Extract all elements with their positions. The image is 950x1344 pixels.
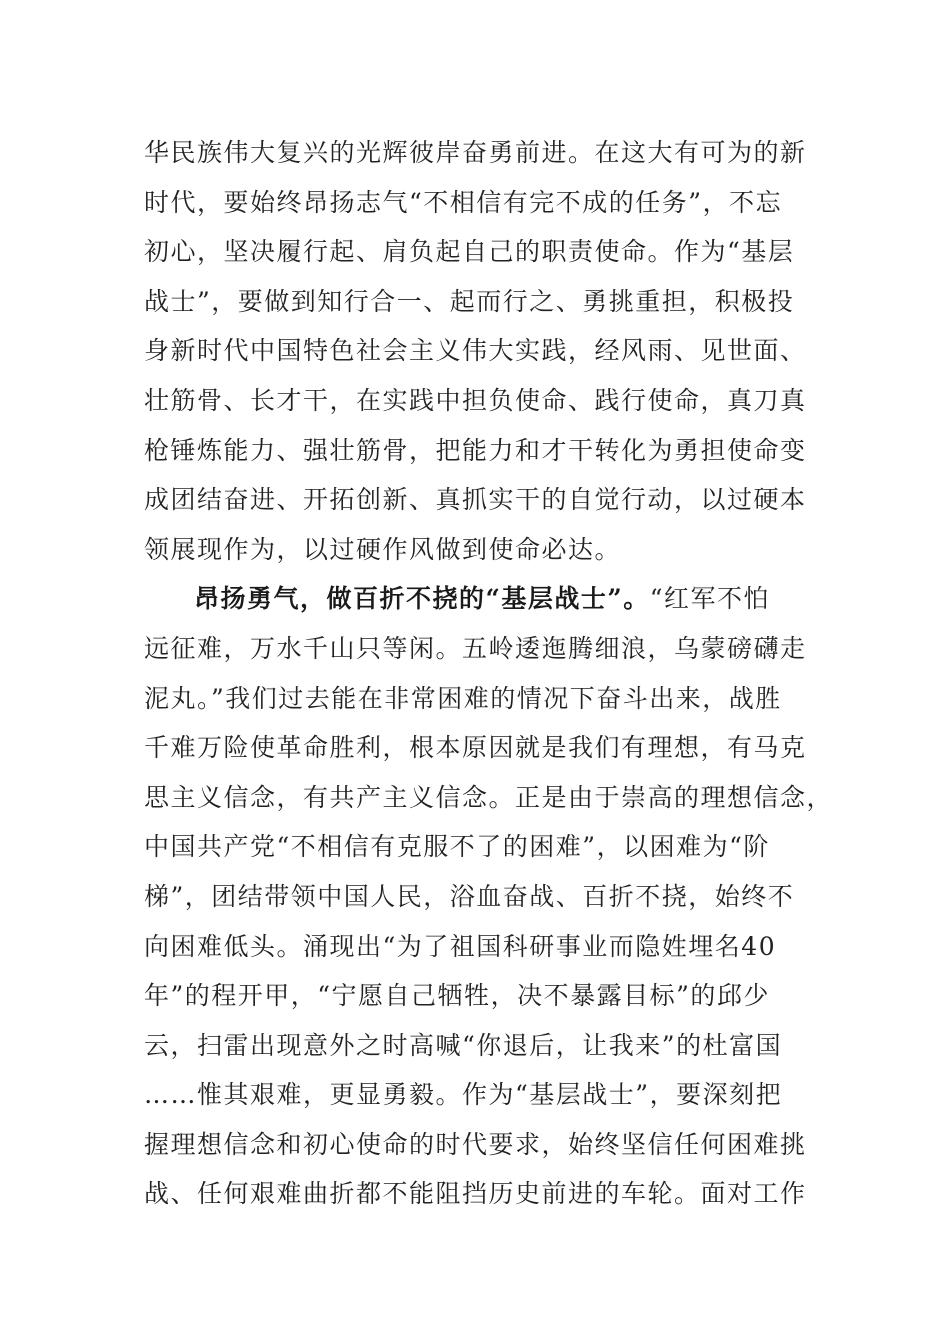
paragraph-1-line: 领展现作为，以过硬作风做到使命必达。 (144, 534, 622, 564)
paragraph-2-line: 向困难低头。涌现出“为了祖国科研事业而隐姓埋名40 (144, 931, 777, 961)
paragraph-1-line: 初心，坚决履行起、肩负起自己的职责使命。作为“基层 (144, 237, 795, 267)
paragraph-2-line: 云，扫雷出现意外之时高喊“你退后，让我来”的杜富国 (144, 1030, 783, 1060)
paragraph-2-first-line (144, 574, 804, 624)
paragraph-1-line: 时代，要始终昂扬志气“不相信有完不成的任务”，不忘 (144, 187, 783, 217)
paragraph-2-line: 战、任何艰难曲折都不能阻挡历史前进的车轮。面对工作 (144, 1179, 807, 1209)
paragraph-2-line: ……惟其艰难，更显勇毅。作为“基层战士”，要深刻把 (144, 1080, 783, 1110)
paragraph-2-line: 握理想信念和初心使命的时代要求，始终坚信任何困难挑 (144, 1129, 807, 1159)
paragraph-1-line: 身新时代中国特色社会主义伟大实践，经风雨、见世面、 (144, 336, 807, 366)
paragraph-1-line: 华民族伟大复兴的光辉彼岸奋勇前进。在这大有可为的新 (144, 138, 807, 167)
paragraph-2-line: 思主义信念，有共产主义信念。正是由于崇高的理想信念， (144, 782, 834, 812)
paragraph-1-line: 壮筋骨、长才干，在实践中担负使命、践行使命，真刀真 (144, 385, 807, 415)
paragraph-2-line: 中国共产党“不相信有克服不了的困难”，以困难为“阶 (144, 832, 770, 862)
paragraph-2-line: 年”的程开甲，“宁愿自己牺牲，决不暴露目标”的邱少 (144, 981, 770, 1011)
paragraph-2-line: 梯”，团结带领中国人民，浴血奋战、百折不挠，始终不 (144, 881, 795, 911)
paragraph-1-line: 枪锤炼能力、强壮筋骨，把能力和才干转化为勇担使命变 (144, 435, 807, 465)
paragraph-2-line: 泥丸。”我们过去能在非常困难的情况下奋斗出来，战胜 (144, 683, 782, 713)
paragraph-1-line: 战士”，要做到知行合一、起而行之、勇挑重担，积极投 (144, 286, 795, 316)
paragraph-2-heading: 昂扬勇气，做百折不挠的“基层战士”。 (194, 584, 650, 614)
paragraph-2-line: 远征难，万水千山只等闲。五岭逶迤腾细浪，乌蒙磅礴走 (144, 633, 807, 663)
paragraph-2-first-line-text: “红军不怕 (649, 584, 771, 614)
paragraph-2-line: 千难万险使革命胜利，根本原因就是我们有理想，有马克 (144, 733, 807, 763)
paragraph-1-line: 成团结奋进、开拓创新、真抓实干的自觉行动，以过硬本 (144, 485, 807, 515)
document-body (144, 128, 834, 1219)
